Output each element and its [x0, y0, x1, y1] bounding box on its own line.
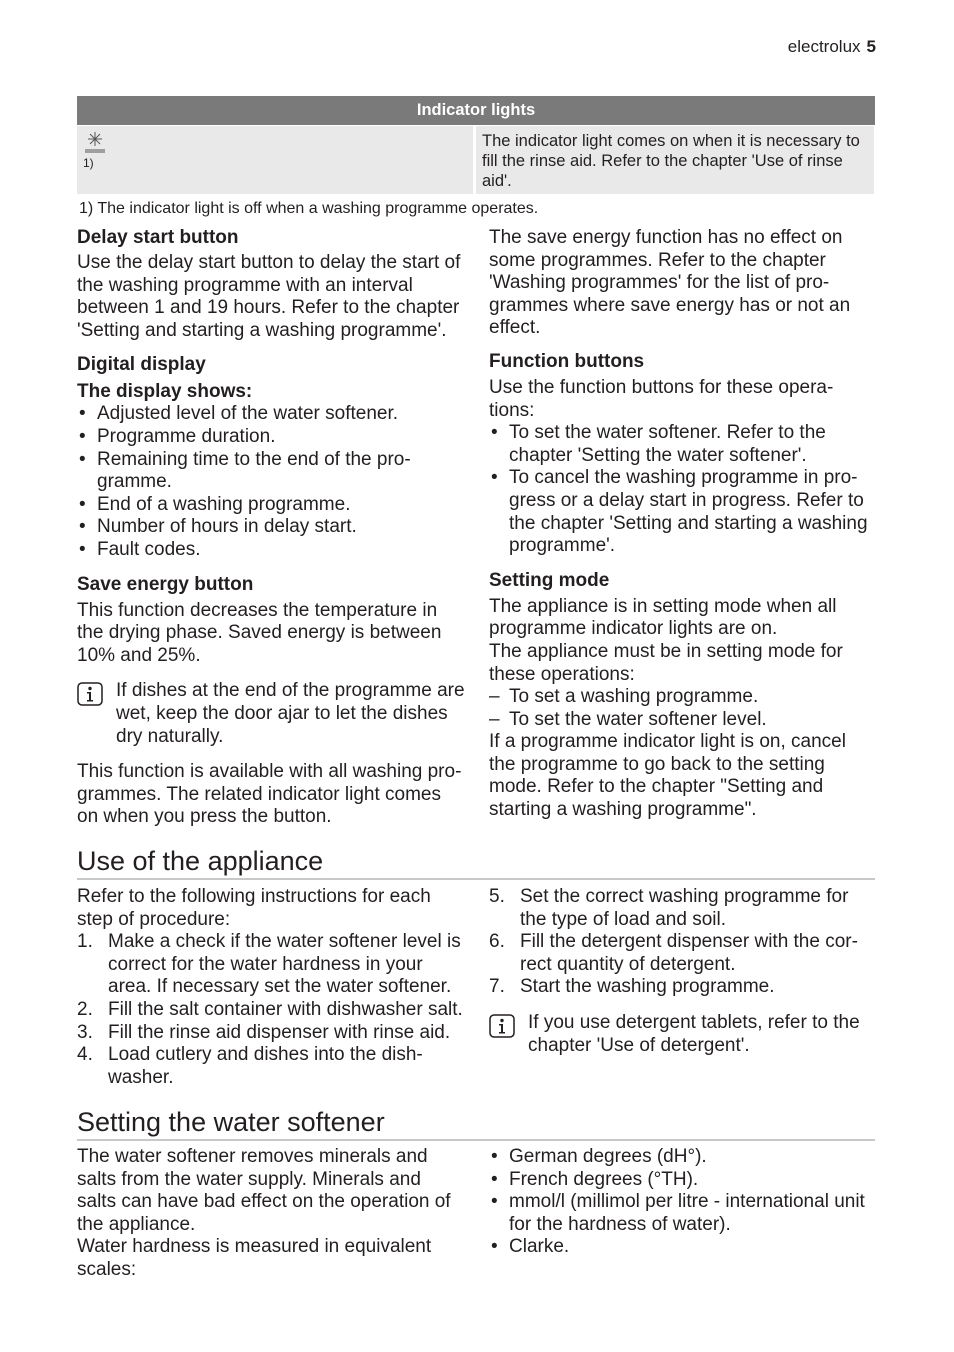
- footnote-ref: 1): [83, 156, 94, 170]
- save-continued: The save energy function has no effect on some programmes. Refer to the chapter 'Washing programmes' for the list of pro-grammes where save energy has or not an effect.: [489, 227, 851, 339]
- list-item: • German degrees (dH°).: [489, 1146, 877, 1169]
- rinse-aid-icon: [83, 130, 107, 154]
- display-list: [77, 403, 465, 561]
- list-item: • Fault codes.: [77, 539, 465, 562]
- list-item: • To set the water softener. Refer to the chapter 'Setting the water softener'.: [489, 422, 877, 467]
- page-number: 5: [866, 37, 876, 56]
- use-left-column: [77, 886, 465, 1089]
- list-item: 5. Set the correct washing programme for the type of load and soil.: [489, 886, 849, 930]
- table-footnote: 1) The indicator light is off when a washing programme operates.: [79, 200, 539, 217]
- delay-text: Use the delay start button to delay the start of the washing programme with an interval between 1 and 19 hours. Refer to the chapter 'Setting and starting a washing programme'.: [77, 252, 461, 341]
- table-cell-icon: [77, 126, 473, 194]
- list-item: – To set the water softener level.: [489, 709, 877, 732]
- right-column: [489, 227, 877, 822]
- softener-right-column: [489, 1146, 877, 1259]
- list-item: • Clarke.: [489, 1236, 877, 1259]
- list-item: 3. Fill the rinse aid dispenser with rinse aid.: [77, 1021, 451, 1043]
- softener-text-1: The water softener removes minerals and salts from the water supply. Minerals and salts can have bad effect on the operation of the appliance.: [77, 1146, 451, 1235]
- list-item: 4. Load cutlery and dishes into the dish-washer.: [77, 1044, 423, 1088]
- left-column: [77, 227, 465, 829]
- setting-heading: Setting mode: [489, 569, 610, 591]
- info-note-text: If dishes at the end of the programme are wet, keep the door ajar to let the dishes dry naturally.: [116, 680, 465, 747]
- delay-heading: Delay start button: [77, 227, 239, 248]
- list-item: • To cancel the washing programme in pro-gress or a delay start in progress. Refer to the chapter 'Setting and starting a washing programme'.: [489, 467, 877, 557]
- info-note: [489, 1012, 877, 1057]
- list-item: • mmol/l (millimol per litre - international unit for the hardness of water).: [489, 1191, 877, 1236]
- use-right-column: [489, 886, 877, 1057]
- list-item: • Adjusted level of the water softener.: [77, 403, 465, 426]
- save-heading: Save energy button: [77, 573, 254, 595]
- info-icon: [77, 682, 103, 706]
- save-text: This function decreases the temperature in the drying phase. Saved energy is between 10% and 25%.: [77, 599, 442, 666]
- steps-list-left: [77, 931, 465, 1089]
- section-title-softener: Setting the water softener: [77, 1107, 875, 1141]
- list-item: • End of a washing programme.: [77, 494, 465, 517]
- setting-text-2: The appliance must be in setting mode for these operations:: [489, 640, 843, 685]
- brand-name: electrolux: [787, 37, 861, 56]
- info-note-text: If you use detergent tablets, refer to the chapter 'Use of detergent'.: [528, 1011, 860, 1056]
- section-title-use: Use of the appliance: [77, 846, 875, 880]
- list-item: • Remaining time to the end of the pro-gramme.: [77, 449, 465, 494]
- info-note: [77, 680, 465, 748]
- table-cell-description: The indicator light comes on when it is necessary to fill the rinse aid. Refer to the chapter 'Use of rinse aid'.: [476, 126, 874, 194]
- function-text: Use the function buttons for these opera-tions:: [489, 376, 834, 421]
- list-item: 7. Start the washing programme.: [489, 976, 775, 998]
- info-icon: [489, 1014, 515, 1038]
- table-row: [77, 126, 875, 194]
- display-subheading: The display shows:: [77, 381, 253, 403]
- scales-list: [489, 1146, 877, 1259]
- list-item: 6. Fill the detergent dispenser with the cor-rect quantity of detergent.: [489, 931, 858, 975]
- setting-list: [489, 686, 877, 731]
- list-item: 2. Fill the salt container with dishwasher salt.: [77, 998, 463, 1020]
- steps-list-right: [489, 886, 877, 999]
- function-list: [489, 422, 877, 558]
- softener-text-2: Water hardness is measured in equivalent scales:: [77, 1236, 432, 1280]
- page-header: [788, 37, 876, 57]
- function-heading: Function buttons: [489, 350, 645, 372]
- save-text-2: This function is available with all washing pro-grammes. The related indicator light comes on when you press the button.: [77, 761, 462, 828]
- softener-left-column: [77, 1146, 465, 1282]
- display-heading: Digital display: [77, 354, 206, 376]
- list-item: • Number of hours in delay start.: [77, 516, 465, 539]
- indicator-table: [77, 96, 875, 194]
- list-item: 1. Make a check if the water softener level is correct for the water hardness in your area. If necessary set the water softener.: [77, 931, 461, 998]
- list-item: – To set a washing programme.: [489, 686, 877, 709]
- setting-text-1: The appliance is in setting mode when all programme indicator lights are on.: [489, 595, 837, 640]
- list-item: • Programme duration.: [77, 426, 465, 449]
- list-item: • French degrees (°TH).: [489, 1169, 877, 1192]
- table-header: Indicator lights: [77, 96, 875, 125]
- setting-text-3: If a programme indicator light is on, cancel the programme to go back to the setting mode. Refer to the chapter "Setting and starting a washing programme".: [489, 731, 846, 821]
- use-intro: Refer to the following instructions for each step of procedure:: [77, 886, 431, 930]
